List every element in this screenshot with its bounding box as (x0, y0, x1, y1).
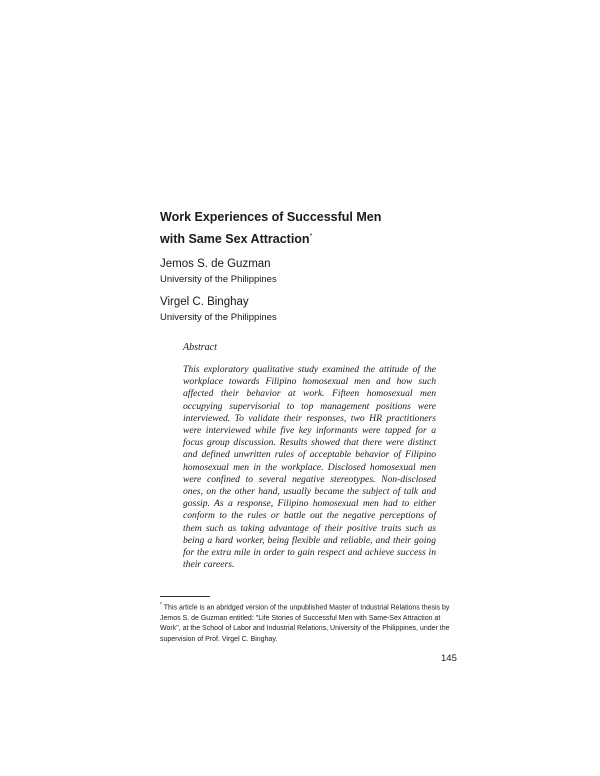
footnote-text: This article is an abridged version of the unpublished Master of Industrial Relations thesis by Jemos S. de Guzman entitled: "Life Stories of Successful Men with Same-Sex Attraction at Work", at the School of Labor and Industrial Relations, University of the Philippines, under the supervision of Prof. Virgel C. Binghay. (160, 604, 450, 643)
abstract-heading: Abstract (183, 342, 217, 353)
article-title (160, 208, 480, 249)
author-name: Jemos S. de Guzman (160, 258, 271, 270)
footnote-divider (160, 596, 210, 597)
author-affiliation: University of the Philippines (160, 274, 277, 285)
title-line-2: with Same Sex Attraction (160, 232, 310, 247)
footnote (160, 600, 460, 645)
footnote-marker: * (160, 602, 162, 608)
title-footnote-marker: * (309, 233, 313, 240)
author-block-1 (160, 257, 277, 287)
abstract-body: This exploratory qualitative study examined the attitude of the workplace towards Filipino homosexual men and how such affected their behavior at work. Fifteen homosexual men occupying supervisorial to top management positions were interviewed. To validate their responses, two HR practitioners were interviewed while five key informants were tapped for a focus group discussion. Results showed that there were distinct and defined unwritten rules of acceptable behavior of Filipino homosexual men in the workplace. Disclosed homosexual men were confined to several negative stereotypes. Non-disclosed ones, on the other hand, usually became the subject of talk and gossip. As a response, Filipino homosexual men had to either conform to the rules or battle out the negative perceptions of them such as taking advantage of their positive traits such as being a hard worker, being flexible and reliable, and their going for the extra mile in order to gain respect and achieve success in their careers. (183, 364, 436, 571)
title-line-1: Work Experiences of Successful Men (160, 210, 382, 224)
page-number: 145 (441, 653, 457, 664)
author-affiliation: University of the Philippines (160, 312, 277, 323)
author-block-2 (160, 295, 277, 325)
author-name: Virgel C. Binghay (160, 296, 249, 308)
